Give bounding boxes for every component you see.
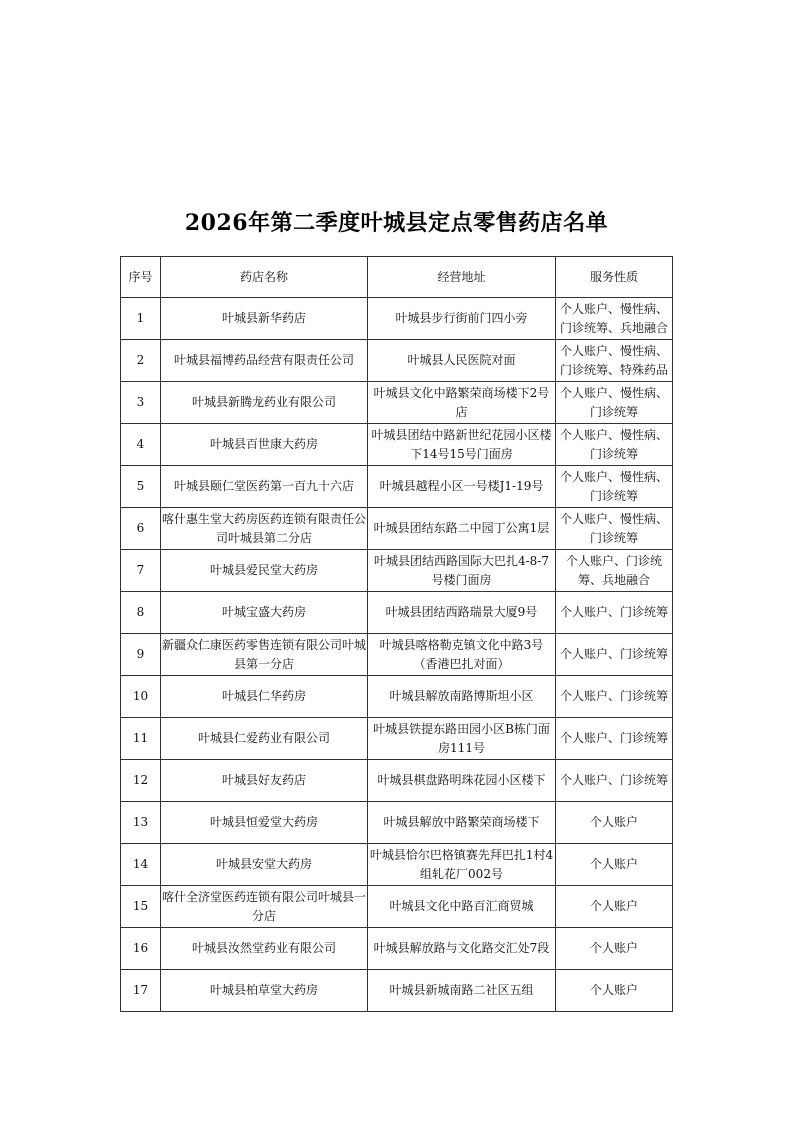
cell-seq: 4 xyxy=(121,424,161,466)
table-row xyxy=(121,760,673,802)
table-row xyxy=(121,508,673,550)
cell-name: 喀什全济堂医药连锁有限公司叶城县一分店 xyxy=(161,886,368,928)
cell-seq: 12 xyxy=(121,760,161,802)
cell-name: 叶城宝盛大药房 xyxy=(161,592,368,634)
cell-address: 叶城县解放南路博斯坦小区 xyxy=(368,676,556,718)
table-row xyxy=(121,466,673,508)
cell-address: 叶城县棋盘路明珠花园小区楼下 xyxy=(368,760,556,802)
cell-service: 个人账户、慢性病、门诊统筹、兵地融合 xyxy=(556,298,673,340)
cell-seq: 7 xyxy=(121,550,161,592)
cell-name: 叶城县新华药店 xyxy=(161,298,368,340)
table-row xyxy=(121,886,673,928)
cell-seq: 5 xyxy=(121,466,161,508)
table-row xyxy=(121,676,673,718)
cell-seq: 1 xyxy=(121,298,161,340)
cell-service: 个人账户 xyxy=(556,802,673,844)
cell-address: 叶城县人民医院对面 xyxy=(368,340,556,382)
document-title: 2026年第二季度叶城县定点零售药店名单 xyxy=(184,210,609,236)
cell-service: 个人账户、门诊统筹 xyxy=(556,634,673,676)
table-row xyxy=(121,424,673,466)
cell-service: 个人账户、慢性病、门诊统筹 xyxy=(556,424,673,466)
table-row xyxy=(121,550,673,592)
table-row xyxy=(121,340,673,382)
cell-name: 叶城县汝然堂药业有限公司 xyxy=(161,928,368,970)
table-row xyxy=(121,802,673,844)
cell-name: 叶城县百世康大药房 xyxy=(161,424,368,466)
cell-service: 个人账户、门诊统筹、兵地融合 xyxy=(556,550,673,592)
cell-name: 叶城县安堂大药房 xyxy=(161,844,368,886)
table-row xyxy=(121,844,673,886)
cell-service: 个人账户 xyxy=(556,928,673,970)
cell-seq: 8 xyxy=(121,592,161,634)
cell-seq: 9 xyxy=(121,634,161,676)
cell-address: 叶城县步行街前门四小旁 xyxy=(368,298,556,340)
cell-service: 个人账户、慢性病、门诊统筹 xyxy=(556,466,673,508)
cell-seq: 6 xyxy=(121,508,161,550)
cell-name: 叶城县柏草堂大药房 xyxy=(161,970,368,1012)
cell-address: 叶城县文化中路繁荣商场楼下2号店 xyxy=(368,382,556,424)
cell-service: 个人账户、慢性病、门诊统筹、特殊药品 xyxy=(556,340,673,382)
cell-address: 叶城县新城南路二社区五组 xyxy=(368,970,556,1012)
cell-address: 叶城县团结中路新世纪花园小区楼下14号15号门面房 xyxy=(368,424,556,466)
cell-address: 叶城县喀格勒克镇文化中路3号（香港巴扎对面） xyxy=(368,634,556,676)
table-row xyxy=(121,634,673,676)
cell-name: 叶城县恒爱堂大药房 xyxy=(161,802,368,844)
header-address: 经营地址 xyxy=(368,257,556,298)
table-row xyxy=(121,592,673,634)
header-seq: 序号 xyxy=(121,257,161,298)
cell-seq: 10 xyxy=(121,676,161,718)
cell-name: 新疆众仁康医药零售连锁有限公司叶城县第一分店 xyxy=(161,634,368,676)
cell-seq: 14 xyxy=(121,844,161,886)
cell-service: 个人账户、门诊统筹 xyxy=(556,760,673,802)
cell-name: 喀什惠生堂大药房医药连锁有限责任公司叶城县第二分店 xyxy=(161,508,368,550)
table-row xyxy=(121,970,673,1012)
cell-name: 叶城县爱民堂大药房 xyxy=(161,550,368,592)
cell-name: 叶城县仁爱药业有限公司 xyxy=(161,718,368,760)
cell-address: 叶城县团结西路国际大巴扎4-8-7号楼门面房 xyxy=(368,550,556,592)
cell-seq: 3 xyxy=(121,382,161,424)
table-row xyxy=(121,298,673,340)
cell-address: 叶城县团结东路二中园丁公寓1层 xyxy=(368,508,556,550)
header-service: 服务性质 xyxy=(556,257,673,298)
cell-service: 个人账户 xyxy=(556,844,673,886)
cell-name: 叶城县福博药品经营有限责任公司 xyxy=(161,340,368,382)
cell-service: 个人账户 xyxy=(556,970,673,1012)
cell-service: 个人账户、慢性病、门诊统筹 xyxy=(556,508,673,550)
pharmacy-table xyxy=(120,256,673,1012)
cell-seq: 15 xyxy=(121,886,161,928)
cell-service: 个人账户 xyxy=(556,886,673,928)
cell-service: 个人账户、门诊统筹 xyxy=(556,718,673,760)
cell-service: 个人账户、门诊统筹 xyxy=(556,592,673,634)
cell-address: 叶城县解放路与文化路交汇处7段 xyxy=(368,928,556,970)
cell-service: 个人账户、慢性病、门诊统筹 xyxy=(556,382,673,424)
cell-seq: 17 xyxy=(121,970,161,1012)
header-name: 药店名称 xyxy=(161,257,368,298)
cell-address: 叶城县团结西路瑞景大厦9号 xyxy=(368,592,556,634)
cell-seq: 11 xyxy=(121,718,161,760)
cell-address: 叶城县越程小区一号楼J1-19号 xyxy=(368,466,556,508)
cell-seq: 2 xyxy=(121,340,161,382)
cell-service: 个人账户、门诊统筹 xyxy=(556,676,673,718)
table-row xyxy=(121,928,673,970)
table-header-row xyxy=(121,257,673,298)
cell-name: 叶城县好友药店 xyxy=(161,760,368,802)
cell-address: 叶城县解放中路繁荣商场楼下 xyxy=(368,802,556,844)
cell-name: 叶城县仁华药房 xyxy=(161,676,368,718)
cell-address: 叶城县铁提东路田园小区B栋门面房111号 xyxy=(368,718,556,760)
table-row xyxy=(121,718,673,760)
cell-seq: 13 xyxy=(121,802,161,844)
cell-name: 叶城县新腾龙药业有限公司 xyxy=(161,382,368,424)
table-row xyxy=(121,382,673,424)
cell-address: 叶城县文化中路百汇商贸城 xyxy=(368,886,556,928)
cell-address: 叶城县恰尔巴格镇赛先拜巴扎1村4组轧花厂002号 xyxy=(368,844,556,886)
cell-seq: 16 xyxy=(121,928,161,970)
cell-name: 叶城县颐仁堂医药第一百九十六店 xyxy=(161,466,368,508)
